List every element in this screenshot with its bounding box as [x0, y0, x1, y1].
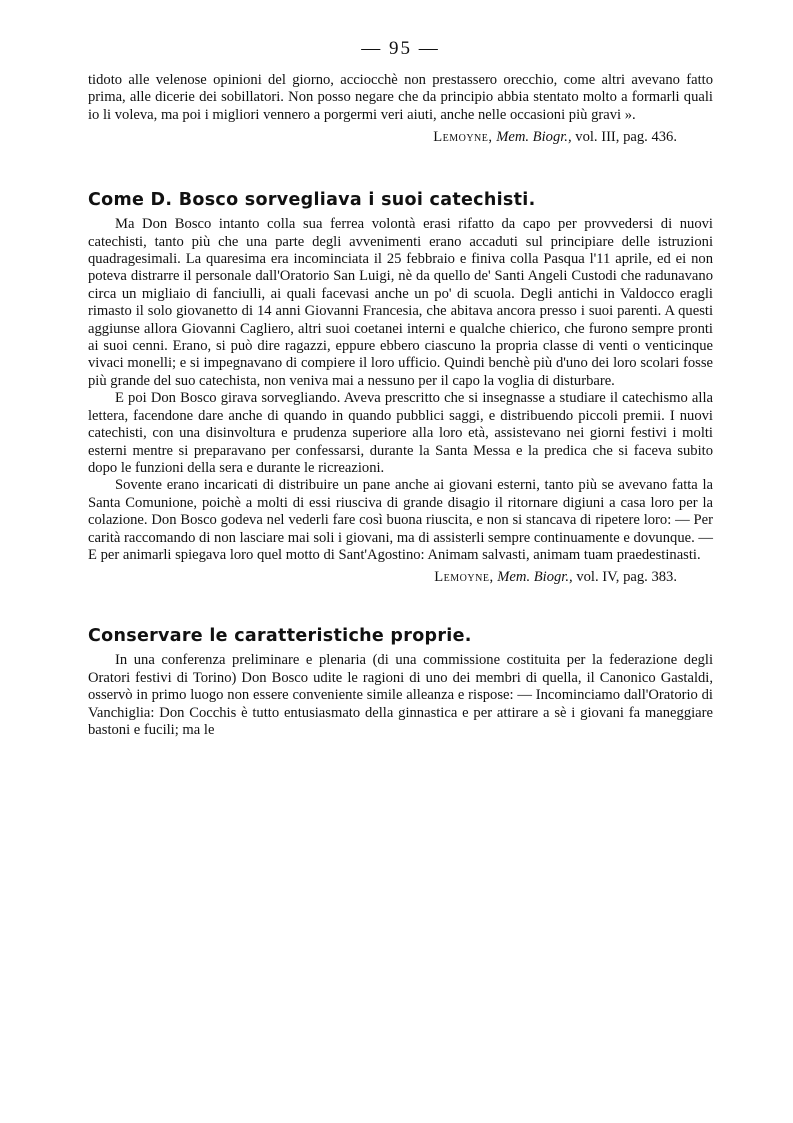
citation-ref: vol. III, pag. 436.	[575, 129, 677, 146]
page	[88, 38, 713, 739]
citation-source: Mem. Biogr.,	[497, 569, 573, 586]
page-number: — 95 —	[361, 38, 440, 59]
section1-citation	[88, 568, 677, 586]
citation-author: Lemoyne,	[433, 129, 493, 146]
citation-author: Lemoyne,	[434, 569, 494, 586]
intro-paragraph: tidoto alle velenose opinioni del giorno, acciocchè non prestassero orecchio, come altri avevano fatto prima, alle dicerie dei sobillatori. Non posso negare che da principio abbia stentato molto a formarli quali io li voleva, ma poi i migliori vennero a porgermi veri aiuti, anche nelle occasioni più gravi ».	[88, 72, 713, 123]
section2-paragraph-1: In una conferenza preliminare e plenaria (di una commissione costituita per la federazione degli Oratori festivi di Torino) Don Bosco udite le ragioni di uno dei membri di quella, il Canonico Gastaldi, osservò in primo luogo non essere conveniente simile alleanza e rispose: — Incominciamo dall'Oratorio di Vanchiglia: Don Cocchis è tutto entusiasmato della ginnastica e per attirare a sè i giovani fa maneggiare bastoni e fucili; ma le	[88, 652, 713, 738]
section2-heading: Conservare le caratteristiche proprie.	[88, 626, 472, 647]
section1-paragraph-1: Ma Don Bosco intanto colla sua ferrea volontà erasi rifatto da capo per provvedersi di nuovi catechisti, tanto più che una parte degli avvenimenti erano accaduti sul principiare delle istruzioni quadragesimali. La quaresima era incominciata il 25 febbraio e finiva colla Pasqua l'11 aprile, ed ei non poteva distrarre il personale dall'Oratorio San Luigi, nè da quello de' Santi Angeli Custodi che radunavano circa un migliaio di fanciulli, ai quali facevasi anche un po' di scuola. Degli antichi in Valdocco eragli rimasto il solo giovanetto di 14 anni Giovanni Francesia, che abitava ancora presso i suoi parenti. A questi aggiunse allora Giovanni Cagliero, altri suoi coetanei interni e qualche chierico, che furono sempre pronti ai suoi cenni. Erano, si può dire ragazzi, eppure ebbero ciascuno la propria classe di venti o venticinque vivaci monelli; e si impegnavano di compiere il loro ufficio. Quindi benchè più d'uno dei loro scolari fosse più grande del suo catechista, non veniva mai a nessuno per il capo la voglia di disturbare.	[88, 216, 713, 389]
section1-paragraph-3: Sovente erano incaricati di distribuire un pane anche ai giovani esterni, tanto più se avevano fatta la Santa Comunione, poichè a molti di essi riusciva di grande disagio il ritornare digiuni a casa loro per la colazione. Don Bosco godeva nel vederli fare così buona riuscita, e non si stancava di ripetere loro: — Per carità raccomando di non lasciare mai soli i giovani, ma di assisterli sempre continuamente e dovunque. — E per animarli spiegava loro quel motto di Sant'Agostino: Animam salvasti, animam tuam praedestinasti.	[88, 477, 713, 563]
section1-heading: Come D. Bosco sorvegliava i suoi catechisti.	[88, 190, 536, 211]
citation-source: Mem. Biogr.,	[496, 129, 572, 146]
intro-citation	[88, 128, 677, 146]
citation-ref: vol. IV, pag. 383.	[576, 569, 677, 586]
section1-paragraph-2: E poi Don Bosco girava sorvegliando. Aveva prescritto che si insegnasse a studiare il catechismo alla lettera, facendone dare anche di quando in quando pubblici saggi, e distribuendo piccoli premii. I nuovi catechisti, con una disinvoltura e prudenza superiore alla loro età, assistevano nei giorni festivi i molti esterni mentre si preparavano per confessarsi, durante la Santa Messa e la predica che si faceva subito dopo le funzioni della sera e durante le ricreazioni.	[88, 390, 713, 476]
